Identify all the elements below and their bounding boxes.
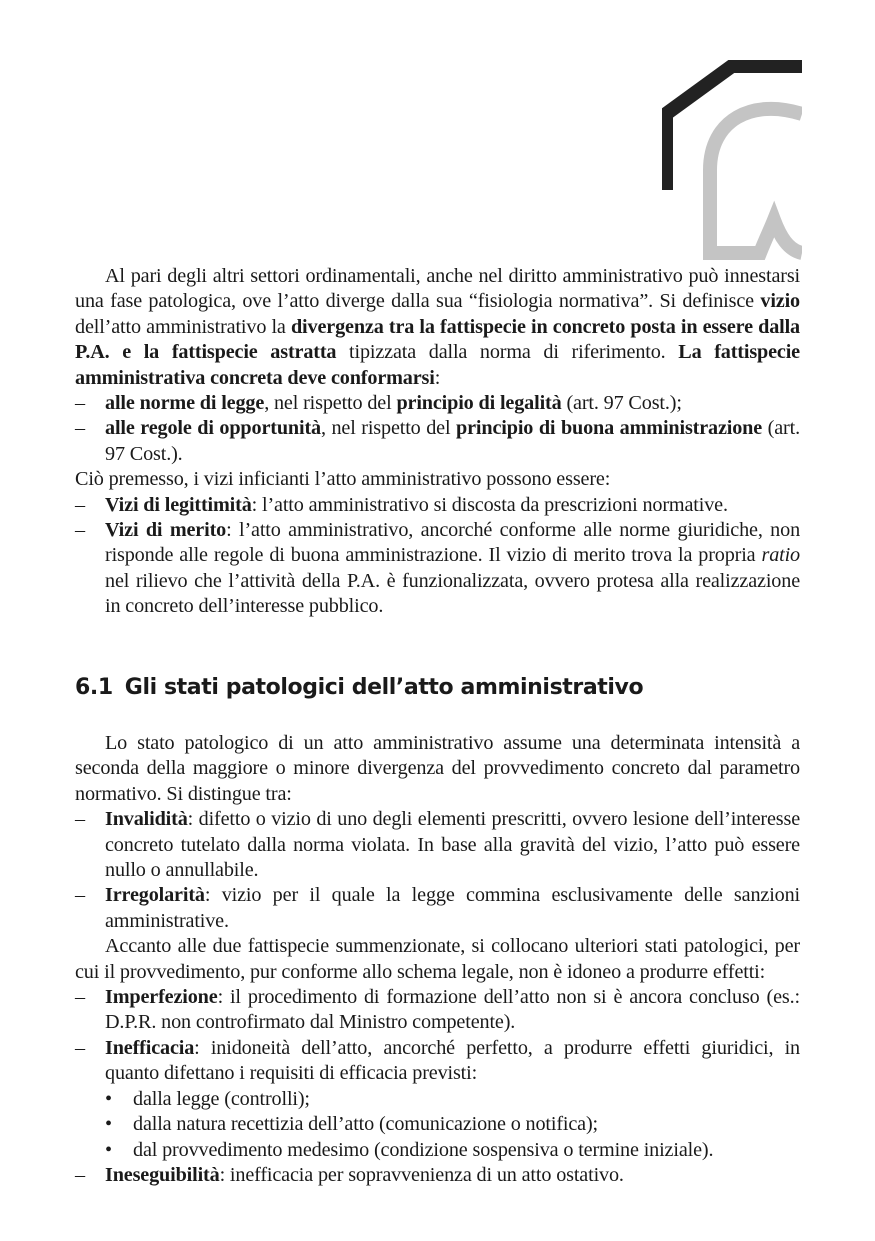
dash-marker: – bbox=[75, 884, 85, 907]
dash-marker: – bbox=[75, 808, 85, 831]
bold-term: La fattispecie amministrativa concreta deve conformarsi bbox=[75, 341, 800, 389]
text-run: : vizio per il quale la legge commina esclusivamente delle sanzioni amministrative. bbox=[105, 884, 800, 932]
bullet-marker: • bbox=[105, 1138, 112, 1161]
section-number: 6.1 bbox=[75, 675, 113, 700]
list-item bbox=[75, 985, 800, 1036]
text-run: , nel rispetto del bbox=[264, 392, 397, 415]
text-run: : l’atto amministrativo si discosta da prescrizioni normative. bbox=[251, 493, 728, 516]
bullet-item: • dalla legge (controlli); bbox=[75, 1087, 800, 1112]
section-paragraph-2: Accanto alle due fattispecie summenzionate, si collocano ulteriori stati patologici, per cui il provvedimento, pur conforme allo schema legale, non è idoneo a produrre effetti: bbox=[75, 935, 800, 983]
bold-term: Invalidità bbox=[105, 808, 188, 831]
text-run: (art. 97 Cost.). bbox=[105, 417, 800, 465]
text-run: : il procedimento di formazione dell’atto non si è ancora concluso (es.: D.P.R. non controfirmato dal Ministro competente). bbox=[105, 986, 800, 1034]
bullet-marker: • bbox=[105, 1087, 112, 1110]
italic-term: ratio bbox=[761, 544, 800, 567]
text-run: dell’atto amministrativo la bbox=[75, 315, 291, 338]
bold-term: Vizi di legittimità bbox=[105, 493, 252, 516]
dash-marker: – bbox=[75, 519, 85, 542]
text-run: (art. 97 Cost.); bbox=[561, 392, 682, 415]
bold-term: Ineseguibilità bbox=[105, 1163, 220, 1186]
other-states-list bbox=[75, 985, 800, 1188]
text-run: : bbox=[434, 366, 441, 389]
bold-term: Inefficacia bbox=[105, 1036, 195, 1059]
text-run: : difetto o vizio di uno degli elementi prescritti, ovvero lesione dell’interesse concreto tutelato dalla norma violata. In base alla gravità del vizio, l’atto può essere nullo o annullabile. bbox=[105, 808, 800, 882]
vizi-list bbox=[75, 493, 800, 620]
text-run: , nel rispetto del bbox=[320, 417, 457, 440]
text-run: : inefficacia per sopravvenienza di un atto ostativo. bbox=[219, 1163, 624, 1186]
list-item bbox=[75, 1036, 800, 1087]
bullet-marker: • bbox=[105, 1113, 112, 1136]
bold-term: vizio bbox=[760, 290, 800, 313]
bold-term: Imperfezione bbox=[105, 986, 218, 1009]
states-list bbox=[75, 807, 800, 934]
bold-term: divergenza tra la fattispecie in concreto posta in essere dalla P.A. e la fattispecie astratta bbox=[75, 315, 800, 364]
section-paragraph: Lo stato patologico di un atto amministrativo assume una determinata intensità a seconda della maggiore o minore divergenza del provvedimento concreto dal parametro normativo. Si distingue tra: bbox=[75, 732, 800, 805]
dash-marker: – bbox=[75, 1036, 85, 1059]
text-run: Al pari degli altri settori ordinamentali, anche nel diritto amministrativo può innestarsi una fase patologica, ove l’atto diverge dalla sua “fisiologia normativa”. Si definisce bbox=[75, 265, 800, 313]
text-run: : inidoneità dell’atto, ancorché perfetto, a produrre effetti giuridici, in quanto difettano i requisiti di efficacia previsti: bbox=[105, 1036, 800, 1085]
list-item bbox=[75, 493, 800, 518]
intro-block bbox=[75, 264, 800, 620]
dash-marker: – bbox=[75, 493, 85, 516]
bold-term: principio di buona amministrazione bbox=[456, 417, 763, 440]
dash-marker: – bbox=[75, 392, 85, 415]
list-item bbox=[75, 391, 800, 416]
bullet-item: • dalla natura recettizia dell’atto (comunicazione o notifica); bbox=[75, 1112, 800, 1137]
list-item bbox=[75, 416, 800, 467]
dash-marker: – bbox=[75, 986, 85, 1009]
bold-term: alle regole di opportunità bbox=[105, 417, 321, 440]
bullet-item: • dal provvedimento medesimo (condizione sospensiva o termine iniziale). bbox=[75, 1138, 800, 1163]
list-item bbox=[75, 807, 800, 883]
section-title: Gli stati patologici dell’atto amministrativo bbox=[124, 675, 644, 700]
vizi-intro-text: Ciò premesso, i vizi inficianti l’atto amministrativo possono essere: bbox=[75, 468, 611, 491]
text-run: : l’atto amministrativo, ancorché conforme alle norme giuridiche, non risponde alle regole di buona amministrazione. Il vizio di merito trova la propria bbox=[105, 519, 801, 567]
bold-term: alle norme di legge bbox=[105, 392, 265, 415]
bold-term: principio di legalità bbox=[396, 392, 562, 415]
list-item bbox=[75, 518, 800, 620]
chapter-logo-icon bbox=[662, 60, 802, 260]
text-run: tipizzata dalla norma di riferimento. bbox=[336, 341, 679, 364]
list-item bbox=[75, 1163, 800, 1188]
bold-term: Irregolarità bbox=[105, 884, 205, 907]
dash-marker: – bbox=[75, 1163, 85, 1186]
list-item bbox=[75, 883, 800, 934]
text-run: nel rilievo che l’attività della P.A. è funzionalizzata, ovvero protesa alla realizzazione in concreto dell’interesse pubblico. bbox=[105, 569, 800, 618]
dash-marker: – bbox=[75, 417, 85, 440]
section-heading bbox=[75, 675, 643, 700]
intro-paragraph bbox=[75, 264, 800, 391]
section-block bbox=[75, 731, 800, 1188]
conform-list bbox=[75, 391, 800, 467]
bold-term: Vizi di merito bbox=[105, 519, 227, 542]
